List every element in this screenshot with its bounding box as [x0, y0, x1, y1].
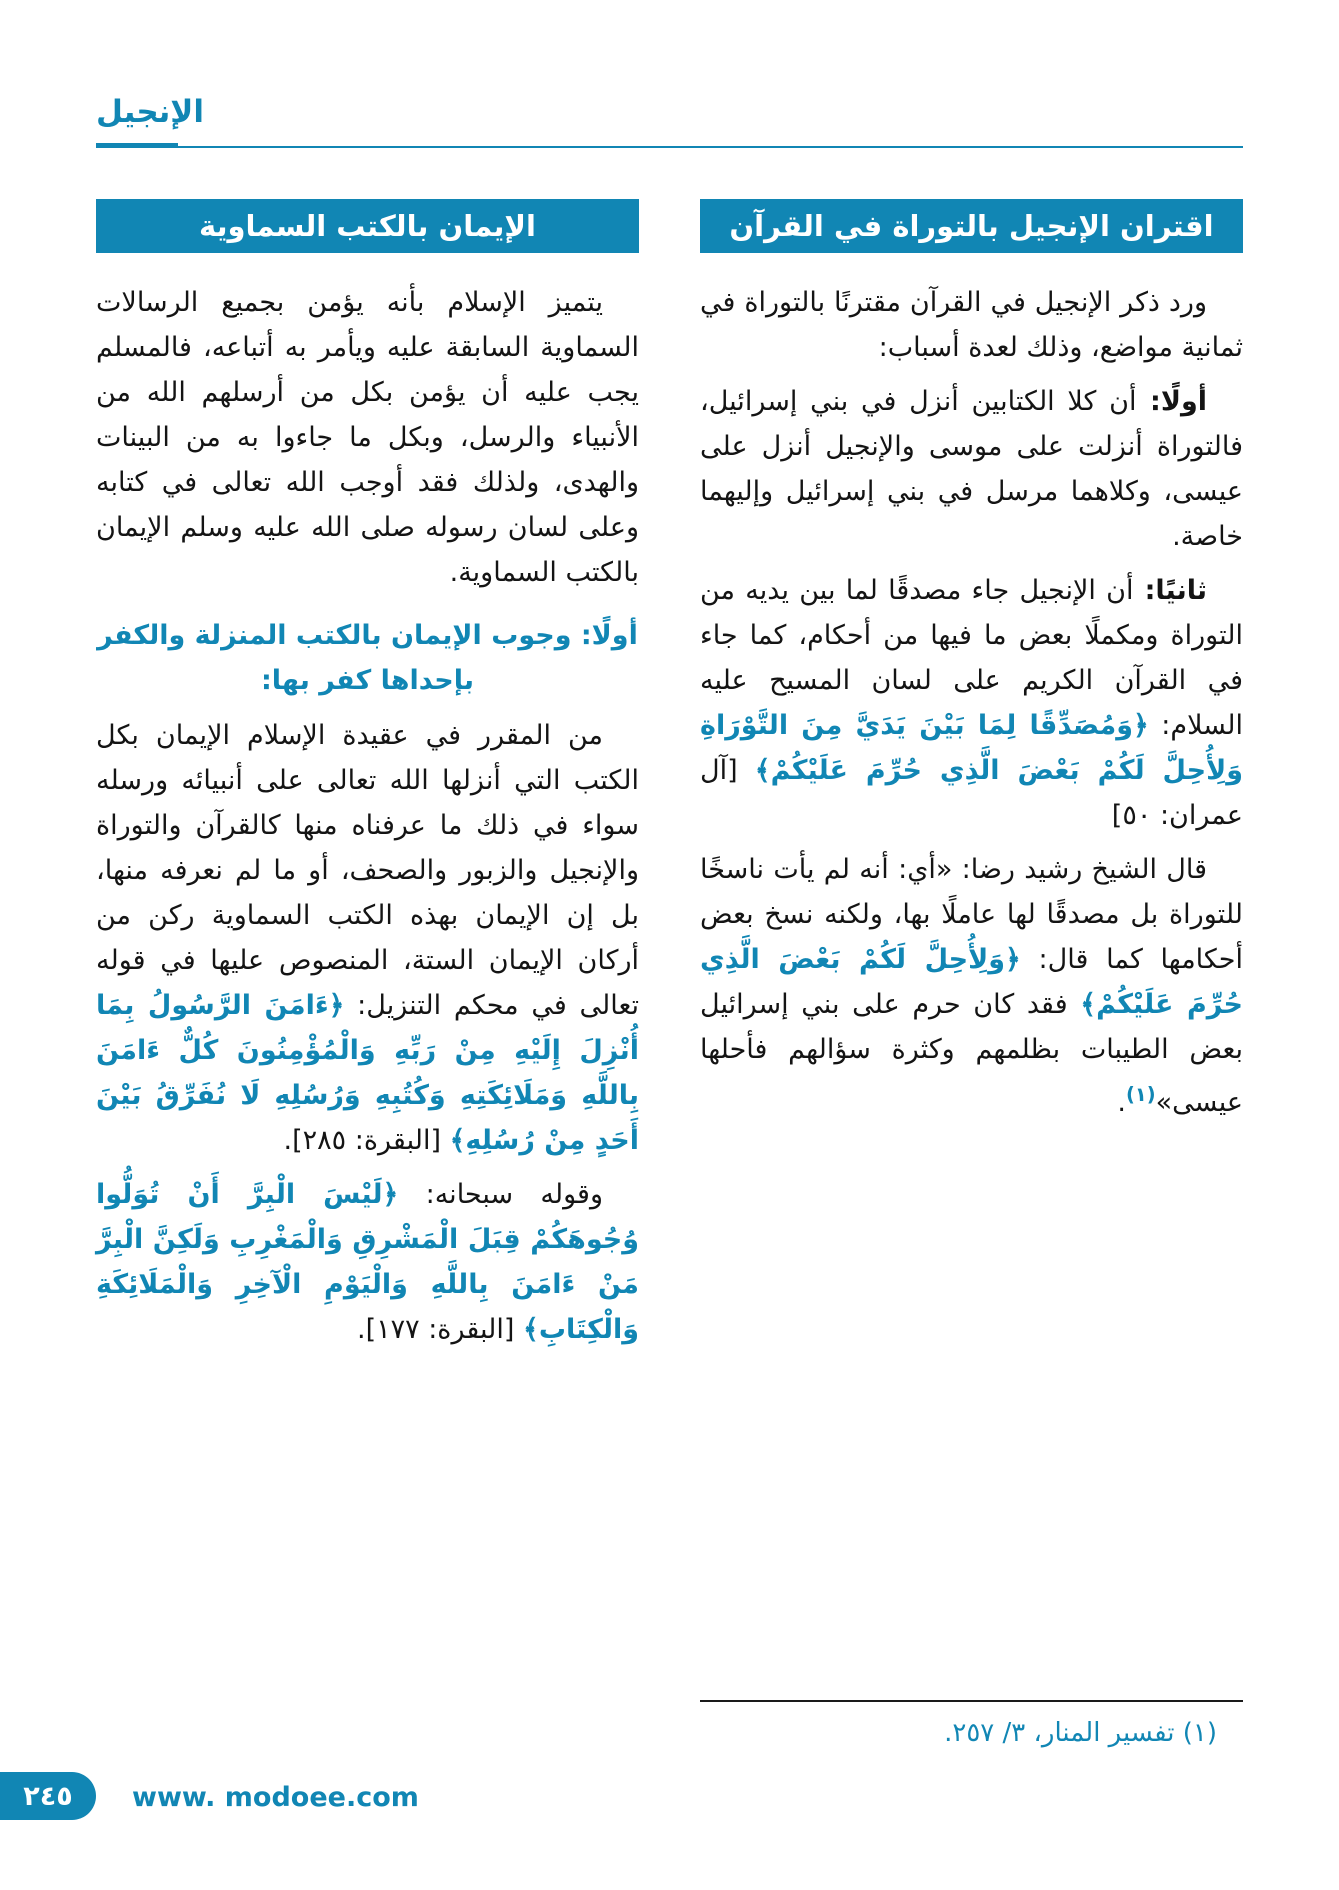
column-right-body — [700, 253, 1243, 1125]
column-left-body — [96, 253, 639, 1352]
paragraph — [96, 280, 639, 595]
page-header-title: الإنجيل — [96, 94, 205, 130]
verse-reference: [آل عمران: ٥٠] — [700, 755, 1243, 831]
paragraph — [700, 379, 1243, 559]
text-segment: يتميز الإسلام بأنه يؤمن بجميع الرسالات السماوية السابقة عليه ويأمر به أتباعه، فالمسلم يجب عليه أن يؤمن بكل من أرسلهم الله من الأنبياء والرسل، وبكل ما جاءوا به من البينات والهدى، ولذلك فقد أوجب الله تعالى في كتابه وعلى لسان رسوله صلى الله عليه وسلم الإيمان بالكتب السماوية. — [96, 287, 639, 588]
paragraph — [700, 847, 1243, 1125]
text-columns — [96, 199, 1243, 1352]
quran-verse: ﴿لَيْسَ الْبِرَّ أَنْ تُوَلُّوا وُجُوهَكُمْ قِبَلَ الْمَشْرِقِ وَالْمَغْرِبِ وَلَكِنَّ الْبِرَّ مَنْ ءَامَنَ بِاللَّهِ وَالْيَوْمِ الْآخِرِ وَالْمَلَائِكَةِ وَالْكِتَابِ﴾ — [96, 1179, 639, 1345]
text-segment: ثانيًا: — [1133, 575, 1207, 606]
text-segment: أولًا: — [1136, 386, 1207, 417]
footnote-area — [700, 1700, 1243, 1748]
footnote-ref: (١) — [1125, 1083, 1156, 1106]
text-segment: من المقرر في عقيدة الإسلام الإيمان بكل الكتب التي أنزلها الله تعالى على أنبيائه ورسله سواء في ذلك ما عرفناه منها كالقرآن والتوراة والإنجيل والزبور والصحف، أو ما لم نعرفه منها، بل إن الإيمان بهذه الكتب السماوية ركن من أركان الإيمان الستة، المنصوص عليها في قوله تعالى في محكم التنزيل: — [96, 720, 639, 1021]
section-gospel-torah — [700, 199, 1243, 1352]
header-rule — [96, 146, 1243, 148]
text-segment: . — [1117, 1087, 1126, 1118]
quran-verse: ﴿وَلِأُحِلَّ لَكُمْ بَعْضَ الَّذِي حُرِّمَ عَلَيْكُمْ﴾ — [700, 944, 1243, 1020]
subsection-heading — [96, 613, 639, 703]
text-segment: أن كلا الكتابين أنزل في بني إسرائيل، فالتوراة أنزلت على موسى والإنجيل أنزل على عيسى، وكلاهما مرسل في بني إسرائيل وإليهما خاصة. — [700, 386, 1243, 552]
verse-reference: [البقرة: ٢٨٥]. — [283, 1125, 450, 1156]
page-number: ٢٤٥ — [23, 1780, 73, 1812]
website-text: www. modoee.com — [132, 1782, 419, 1813]
section-belief-books — [96, 199, 639, 1352]
paragraph — [700, 280, 1243, 370]
section-right-heading: اقتران الإنجيل بالتوراة في القرآن — [700, 199, 1243, 253]
paragraph — [700, 568, 1243, 838]
verse-reference: [البقرة: ١٧٧]. — [356, 1314, 523, 1345]
text-segment: أولًا: وجوب الإيمان بالكتب المنزلة والكفر بإحداها كفر بها: — [97, 620, 638, 696]
quran-verse: ﴿وَمُصَدِّقًا لِمَا بَيْنَ يَدَيَّ مِنَ التَّوْرَاةِ وَلِأُحِلَّ لَكُمْ بَعْضَ الَّذِي حُرِّمَ عَلَيْكُمْ﴾ — [700, 710, 1243, 786]
paragraph — [96, 1172, 639, 1352]
section-left-heading: الإيمان بالكتب السماوية — [96, 199, 639, 253]
text-segment: قال الشيخ رشيد رضا: «أي: أنه لم يأت ناسخًا للتوراة بل مصدقًا لها عاملًا بها، ولكنه نسخ بعض أحكامها كما قال: — [700, 854, 1243, 975]
text-segment: فقد كان حرم على بني إسرائيل بعض الطيبات بظلمهم وكثرة سؤالهم فأحلها عيسى» — [700, 989, 1243, 1118]
page-number-badge — [0, 1772, 96, 1820]
paragraph — [96, 713, 639, 1163]
text-segment: وقوله سبحانه: — [398, 1179, 603, 1210]
quran-verse: ﴿ءَامَنَ الرَّسُولُ بِمَا أُنْزِلَ إِلَيْهِ مِنْ رَبِّهِ وَالْمُؤْمِنُونَ كُلٌّ ءَامَنَ بِاللَّهِ وَمَلَائِكَتِهِ وَكُتُبِهِ وَرُسُلِهِ لَا نُفَرِّقُ بَيْنَ أَحَدٍ مِنْ رُسُلِهِ﴾ — [96, 990, 639, 1156]
footnote-text: (١) تفسير المنار، ٣/ ٢٥٧. — [944, 1718, 1217, 1748]
text-segment: ورد ذكر الإنجيل في القرآن مقترنًا بالتوراة في ثمانية مواضع، وذلك لعدة أسباب: — [700, 287, 1243, 363]
footnote-separator — [700, 1700, 1243, 1702]
text-segment: أن الإنجيل جاء مصدقًا لما بين يديه من التوراة ومكملًا بعض ما فيها من أحكام، كما جاء في القرآن الكريم على لسان المسيح عليه السلام: — [700, 575, 1244, 741]
